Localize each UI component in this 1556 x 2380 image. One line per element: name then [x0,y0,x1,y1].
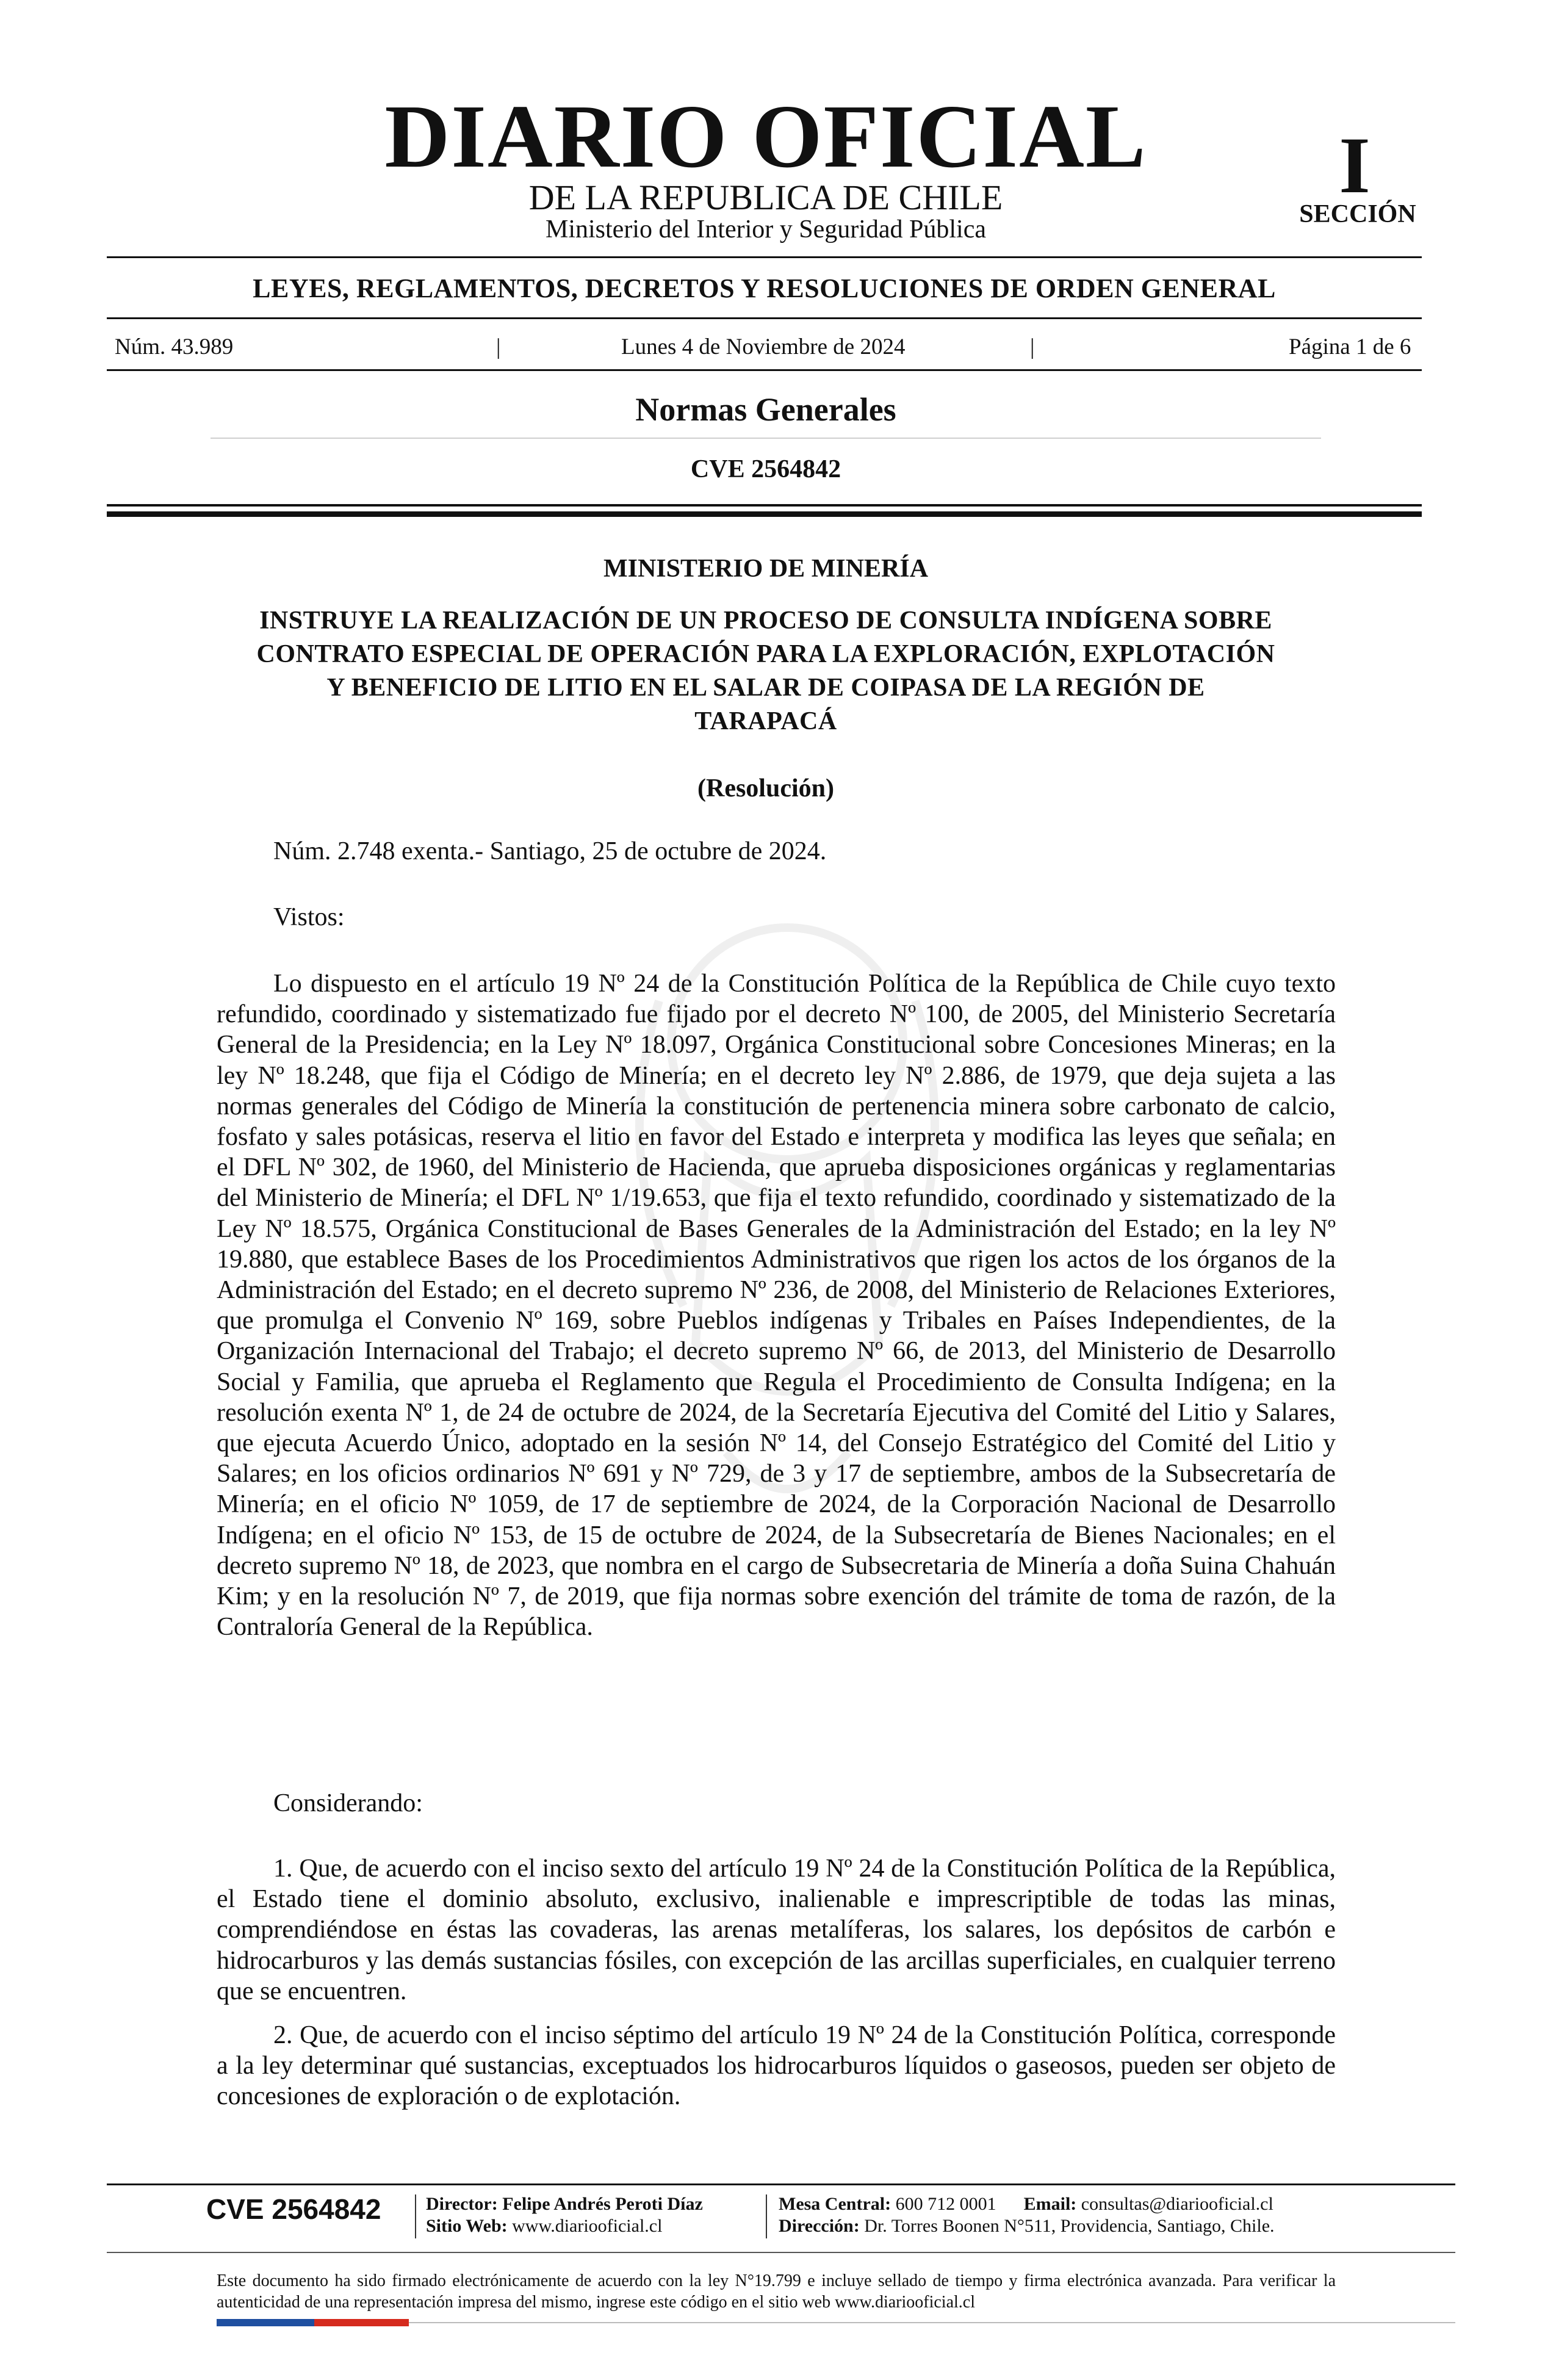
footer-divider [107,2183,1455,2185]
vistos-heading: Vistos: [273,903,345,931]
resolution-number-line: Núm. 2.748 exenta.- Santiago, 25 de octubre de 2024. [273,837,827,865]
section-number: I [1339,120,1371,210]
page-indicator: Página 1 de 6 [1289,334,1411,359]
email-label: Email: [1023,2194,1077,2214]
director-label: Director: [426,2194,498,2214]
header-double-rule-bottom [107,511,1422,517]
mesa-label: Mesa Central: [779,2194,891,2214]
info-separator: | [496,334,501,359]
info-divider [107,369,1422,371]
footer-address [779,2215,1275,2237]
flag-stripe-blue [217,2319,314,2326]
issue-number: Núm. 43.989 [115,334,234,359]
website-label: Sitio Web: [426,2216,508,2236]
masthead-subtitle: DE LA REPUBLICA DE CHILE [528,178,1003,217]
masthead-title: DIARIO OFICIAL [384,87,1147,187]
footer-note-divider [107,2252,1455,2253]
flag-stripe-red [314,2319,409,2326]
footer-bottom-line [409,2322,1455,2323]
email-link[interactable]: consultas@diariooficial.cl [1081,2194,1273,2214]
document-type: (Resolución) [697,774,834,802]
signature-note: Este documento ha sido firmado electrónicamente de acuerdo con la ley N°19.799 e incluye sellado de tiempo y firma electrónica avanzada. Para verificar la autenticidad de una representación impresa del mismo, ingrese este código en el sitio web www.diariooficial.cl [217,2271,1336,2312]
considerando-paragraph-1: 1. Que, de acuerdo con el inciso sexto del artículo 19 Nº 24 de la Constitución Política de la República, el Estado tiene el dominio absoluto, exclusivo, inalienable e imprescriptible de todas las minas, comprendiéndose en éstas las covaderas, las arenas metalíferas, los salares, los depósitos de carbón e hidrocarburos y las demás sustancias fósiles, con excepción de las arcillas superficiales, en cualquier terreno que se encuentren. [217,1855,1336,2005]
category-divider [211,438,1321,439]
cve-code: CVE 2564842 [690,455,841,483]
masthead-ministry: Ministerio del Interior y Seguridad Pública [545,215,987,243]
mesa-phone: 600 712 0001 [895,2194,996,2214]
section-banner: LEYES, REGLAMENTOS, DECRETOS Y RESOLUCIONES DE ORDEN GENERAL [253,273,1276,303]
category-heading: Normas Generales [635,391,896,428]
footer-director [426,2193,703,2215]
footer-cve-code: CVE 2564842 [206,2193,381,2225]
document-title: INSTRUYE LA REALIZACIÓN DE UN PROCESO DE CONSULTA INDÍGENA SOBRE CONTRATO ESPECIAL DE OPERACIÓN PARA LA EXPLORACIÓN, EXPLOTACIÓN Y BENEFICIO DE LITIO EN EL SALAR DE COIPASA DE LA REGIÓN DE TARAPACÁ [256,607,1275,735]
footer-website [426,2215,662,2237]
section-label: SECCIÓN [1299,200,1416,228]
considerando-heading: Considerando: [273,1789,423,1817]
footer-separator [766,2194,767,2238]
considerando-paragraph-2: 2. Que, de acuerdo con el inciso séptimo del artículo 19 Nº 24 de la Constitución Política, corresponde a la ley determinar qué sustancias, exceptuados los hidrocarburos líquidos o gaseosos, pueden ser objeto de concesiones de exploración o de explotación. [217,2021,1336,2111]
issuing-ministry: MINISTERIO DE MINERÍA [603,555,929,583]
address-label: Dirección: [779,2216,860,2236]
info-separator: | [1030,334,1035,359]
header-double-rule-top [107,504,1422,507]
issue-date: Lunes 4 de Noviembre de 2024 [621,334,906,359]
footer-separator [415,2194,416,2238]
website-link[interactable]: www.diariooficial.cl [512,2216,663,2236]
footer-contact [779,2193,1273,2215]
vistos-paragraph: Lo dispuesto en el artículo 19 Nº 24 de la Constitución Política de la República de Chile cuyo texto refundido, coordinado y sistematizado fue fijado por el decreto Nº 100, de 2005, del Ministerio Secretaría General de la Presidencia; en la Ley Nº 18.097, Orgánica Constitucional sobre Concesiones Mineras; en la ley Nº 18.248, que fija el Código de Minería; en el decreto ley Nº 2.886, de 1979, que deja sujeta a las normas generales del Código de Minería la constitución de pertenencia minera sobre carbonato de calcio, fosfato y sales potásicas, reserva el litio en favor del Estado e interpreta y modifica las leyes que señala; en el DFL Nº 302, de 1960, del Ministerio de Hacienda, que aprueba disposiciones orgánicas y reglamentarias del Ministerio de Minería; el DFL Nº 1/19.653, que fija el texto refundido, coordinado y sistematizado de la Ley Nº 18.575, Orgánica Constitucional de Bases Generales de la Administración del Estado; en la ley Nº 19.880, que establece Bases de los Procedimientos Administrativos que rigen los actos de los órganos de la Administración del Estado; en el decreto supremo Nº 236, de 2008, del Ministerio de Relaciones Exteriores, que promulga el Convenio Nº 169, sobre Pueblos indígenas y Tribales en Países Independientes, de la Organización Internacional del Trabajo; el decreto supremo Nº 66, de 2013, del Ministerio de Desarrollo Social y Familia, que aprueba el Reglamento que Regula el Procedimiento de Consulta Indígena; en la resolución exenta Nº 1, de 24 de octubre de 2024, de la Secretaría Ejecutiva del Comité del Litio y Salares, que ejecuta Acuerdo Único, adoptado en la sesión Nº 14, del Consejo Estratégico del Comité del Litio y Salares; en los oficios ordinarios Nº 691 y Nº 729, de 3 y 17 de septiembre, ambos de la Subsecretaría de Minería; en el oficio Nº 1059, de 17 de septiembre de 2024, de la Corporación Nacional de Desarrollo Indígena; en el oficio Nº 153, de 15 de octubre de 2024, de la Subsecretaría de Bienes Nacionales; en el decreto supremo Nº 18, de 2023, que nombra en el cargo de Subsecretaria de Minería a doña Suina Chahuán Kim; y en la resolución Nº 7, de 2019, que fija normas sobre exención del trámite de toma de razón, de la Contraloría General de la República. [217,970,1336,1642]
masthead-divider [107,256,1422,258]
address-value: Dr. Torres Boonen N°511, Providencia, Santiago, Chile. [864,2216,1275,2236]
director-name: Felipe Andrés Peroti Díaz [502,2194,703,2214]
banner-divider [107,317,1422,319]
